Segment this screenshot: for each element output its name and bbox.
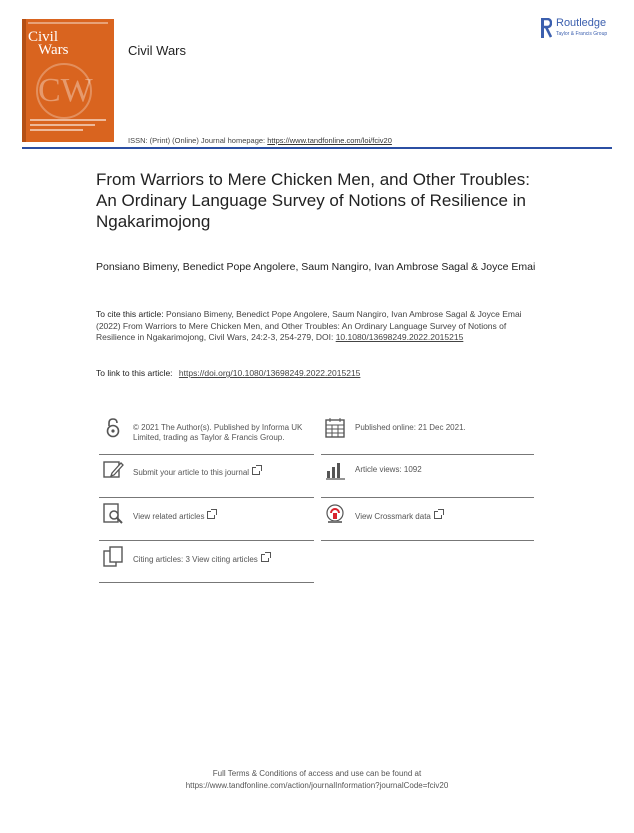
cover-decoration <box>28 22 108 24</box>
meta-divider <box>321 540 534 541</box>
journal-title: Civil Wars <box>128 43 187 58</box>
citing-articles-label: Citing articles: 3 View citing articles <box>133 555 258 564</box>
publisher-tagline: Taylor & Francis Group <box>556 31 608 37</box>
meta-divider <box>99 582 314 583</box>
citation-doi-link[interactable]: 10.1080/13698249.2022.2015215 <box>335 332 464 342</box>
meta-divider <box>99 540 314 541</box>
external-link-icon <box>434 511 442 519</box>
crossmark-icon <box>325 503 347 525</box>
routledge-r-icon <box>541 18 552 38</box>
external-link-icon <box>252 467 260 475</box>
article-doi-link[interactable]: https://doi.org/10.1080/13698249.2022.2015215 <box>178 368 361 378</box>
article-views <box>325 459 535 483</box>
cover-spine <box>22 19 26 142</box>
issn-text: ISSN: (Print) (Online) Journal homepage: <box>128 136 266 145</box>
cover-title-line2: Wars <box>38 42 69 58</box>
bar-chart-icon <box>325 459 347 481</box>
footer-terms-link[interactable]: https://www.tandfonline.com/action/journalInformation?journalCode=fciv20 <box>185 781 449 790</box>
meta-divider <box>99 454 314 455</box>
meta-divider <box>99 497 314 498</box>
publisher-name: Routledge <box>556 17 607 29</box>
edit-icon <box>103 459 125 481</box>
citing-articles-link[interactable] <box>133 554 269 565</box>
header-divider <box>22 147 612 149</box>
related-articles-label: View related articles <box>133 512 205 521</box>
submit-article[interactable] <box>103 459 318 483</box>
copy-documents-icon <box>103 546 125 568</box>
journal-cover <box>22 19 114 142</box>
issn-line <box>128 136 392 145</box>
open-access-icon <box>103 417 125 439</box>
external-link-icon <box>207 511 215 519</box>
cover-decoration-lines <box>30 119 106 134</box>
published-date: Published online: 21 Dec 2021. <box>355 423 466 432</box>
submit-article-label: Submit your article to this journal <box>133 468 250 477</box>
calendar-icon <box>325 417 347 439</box>
article-title: From Warriors to Mere Chicken Men, and Other Troubles: An Ordinary Language Survey of Notions of Resilience in Ngakarimojong <box>96 170 530 231</box>
published-info <box>325 417 535 441</box>
submit-article-link[interactable] <box>133 467 260 478</box>
article-views-count: Article views: 1092 <box>355 465 422 474</box>
license-info <box>103 417 318 457</box>
page-footer <box>0 768 634 792</box>
crossmark[interactable] <box>325 503 535 527</box>
citing-articles[interactable] <box>103 546 318 570</box>
journal-homepage-link[interactable]: https://www.tandfonline.com/loi/fciv20 <box>267 136 392 145</box>
article-authors: Ponsiano Bimeny, Benedict Pope Angolere, Saum Nangiro, Ivan Ambrose Sagal & Joyce Emai <box>96 261 536 273</box>
citation-label: To cite this article: <box>96 309 164 319</box>
cover-title <box>28 31 68 57</box>
external-link-icon <box>261 554 269 562</box>
citation-text: Ponsiano Bimeny, Benedict Pope Angolere, Saum Nangiro, Ivan Ambrose Sagal & Joyce Emai (2022) From Warriors to Mere Chicken Men, and Other Troubles: An Ordinary Language Survey of Notions of Resilience in Ngakarimojong, Civil Wars, 24:2-3, 254-279, DOI: <box>96 309 522 342</box>
crossmark-label: View Crossmark data <box>355 512 431 521</box>
footer-line1: Full Terms & Conditions of access and use can be found at <box>212 769 422 778</box>
meta-divider <box>321 454 534 455</box>
cover-title-line1: Civil <box>28 29 59 45</box>
cover-monogram: CW <box>36 63 92 119</box>
related-articles[interactable] <box>103 503 318 527</box>
article-link-line <box>96 368 360 378</box>
meta-divider <box>321 497 534 498</box>
search-document-icon <box>103 503 125 525</box>
license-text: © 2021 The Author(s). Published by Informa UK Limited, trading as Taylor & Francis Group. <box>133 423 303 442</box>
publisher-logo[interactable] <box>541 17 617 41</box>
article-link-label: To link to this article: <box>96 368 173 378</box>
citation-block <box>96 309 546 344</box>
crossmark-link[interactable] <box>355 511 442 522</box>
related-articles-link[interactable] <box>133 511 215 522</box>
